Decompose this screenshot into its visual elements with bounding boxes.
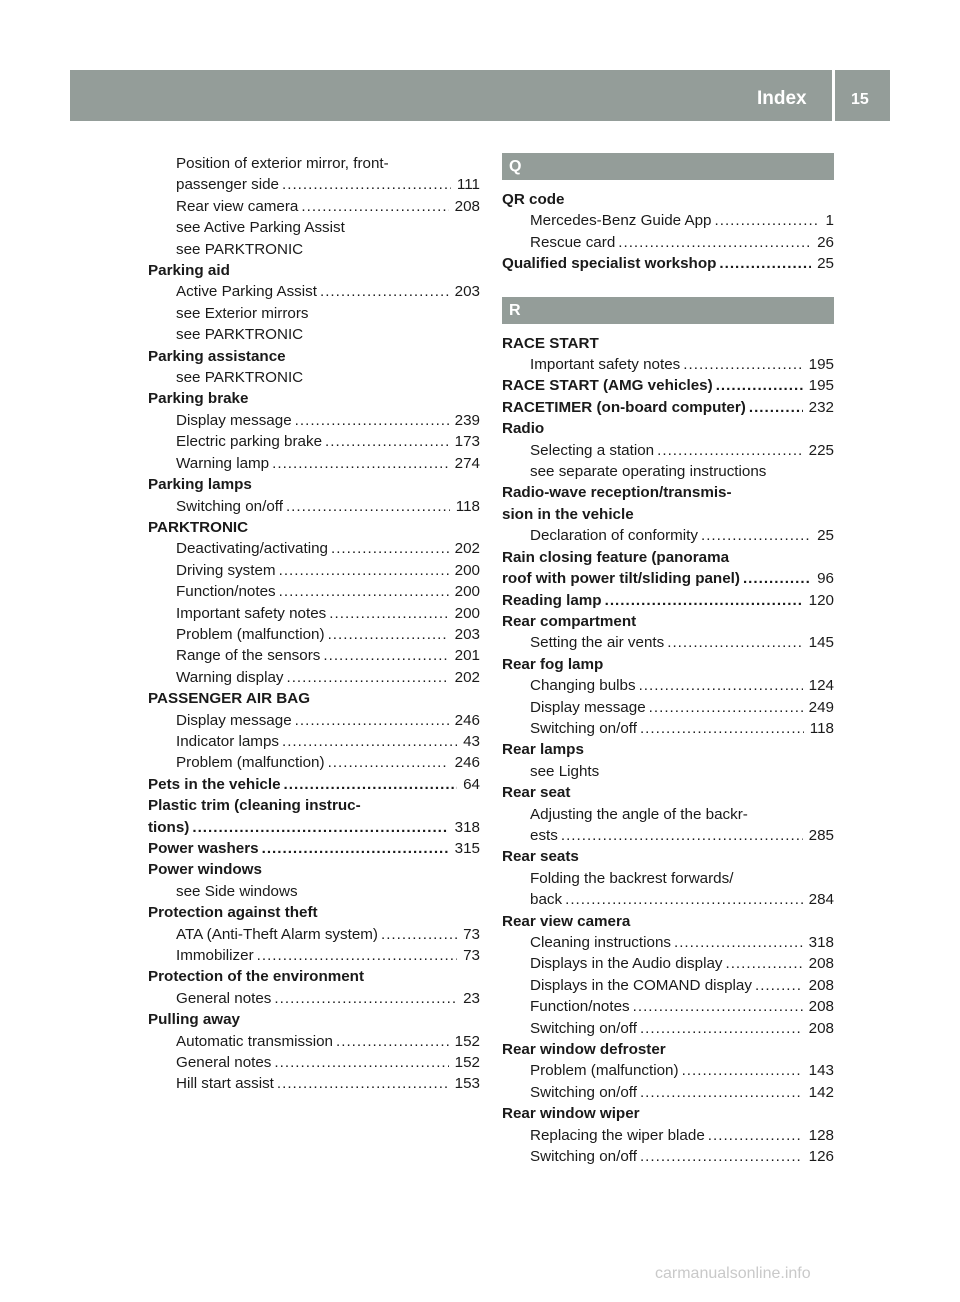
page-reference: 73 [463, 947, 480, 965]
entry-text: RACE START [502, 334, 599, 352]
entry-text: Parking lamps [148, 476, 252, 494]
index-entry [148, 474, 480, 495]
index-subentry [502, 232, 834, 253]
watermark: carmanualsonline.info [655, 1265, 811, 1282]
page-reference: 200 [454, 561, 480, 579]
entry-text: see Active Parking Assist [176, 219, 345, 237]
entry-text: ATA (Anti-Theft Alarm system) [176, 925, 378, 943]
index-entry [502, 1039, 834, 1060]
index-subentry [148, 196, 480, 217]
page-reference: 124 [808, 677, 834, 695]
index-subentry [502, 889, 834, 910]
entry-text: Cleaning instructions [530, 934, 671, 951]
index-subentry [148, 538, 480, 559]
dot-leader [640, 718, 804, 739]
index-entry [502, 568, 834, 589]
index-entry [502, 397, 834, 418]
index-entry [502, 1103, 834, 1124]
index-subentry [148, 945, 480, 966]
page-reference: 111 [456, 176, 480, 194]
entry-text: General notes [176, 989, 272, 1007]
dot-leader [640, 1082, 803, 1103]
page-number: 15 [851, 91, 869, 108]
entry-text: Protection of the environment [148, 968, 365, 986]
entry-text: Deactivating/activating [176, 540, 328, 558]
entry-text: Display message [176, 411, 292, 429]
index-entry [148, 838, 480, 859]
entry-text: Rear compartment [502, 612, 637, 630]
index-entry [502, 739, 834, 760]
dot-leader [279, 560, 449, 581]
entry-text: Selecting a station [530, 441, 655, 459]
index-subentry [502, 1082, 834, 1103]
page-reference: 43 [463, 732, 480, 750]
entry-text: tions) [148, 818, 190, 836]
index-entry [148, 774, 480, 795]
index-subentry [148, 731, 480, 752]
index-subentry [148, 603, 480, 624]
dot-leader [683, 354, 802, 375]
index-subentry [148, 153, 480, 174]
page-reference: 232 [808, 398, 834, 416]
entry-text: Parking brake [148, 390, 249, 408]
page-reference: 249 [808, 698, 834, 716]
dot-leader [682, 1060, 803, 1081]
page-reference: 203 [454, 625, 480, 643]
dot-leader [331, 538, 449, 559]
entry-text: Position of exterior mirror, front- [176, 155, 389, 172]
entry-text: Display message [176, 711, 292, 729]
index-entry [502, 504, 834, 525]
entry-text: Parking assistance [148, 347, 286, 365]
page-reference: 25 [817, 255, 834, 273]
index-subentry [502, 632, 834, 653]
entry-text: Power washers [148, 840, 259, 857]
index-subentry [502, 804, 834, 825]
page-reference: 239 [454, 411, 480, 429]
entry-text: Rear seats [502, 848, 579, 866]
dot-leader [755, 975, 803, 996]
page-reference: 120 [808, 591, 834, 609]
page-reference: 152 [454, 1054, 480, 1072]
entry-text: Range of the sensors [176, 647, 321, 665]
dot-leader [381, 924, 457, 945]
entry-text: Folding the backrest forwards/ [530, 869, 734, 887]
entry-text: Pets in the vehicle [148, 775, 281, 793]
entry-text: Electric parking brake [176, 433, 323, 451]
dot-leader [284, 774, 458, 795]
index-entry [502, 189, 834, 210]
entry-text: Pulling away [148, 1011, 240, 1029]
index-entry [148, 260, 480, 281]
index-subentry [148, 367, 480, 388]
page-reference: 118 [809, 719, 834, 737]
entry-text: see PARKTRONIC [176, 369, 304, 387]
page-reference: 128 [808, 1126, 834, 1144]
index-subentry [502, 761, 834, 782]
index-subentry [148, 924, 480, 945]
index-entry [148, 795, 480, 816]
index-entry [148, 817, 480, 838]
page-reference: 202 [454, 540, 480, 558]
entry-text: Rear fog lamp [502, 655, 604, 673]
index-subentry [502, 210, 834, 231]
dot-leader [743, 568, 811, 589]
dot-leader [323, 645, 448, 666]
index-subentry [148, 1073, 480, 1094]
index-entry [502, 654, 834, 675]
entry-text: see PARKTRONIC [176, 240, 304, 258]
dot-leader [565, 889, 803, 910]
index-subentry [502, 1060, 834, 1081]
page-reference: 200 [454, 604, 480, 622]
entry-text: Mercedes-Benz Guide App [530, 212, 712, 230]
page-reference: 152 [454, 1032, 480, 1050]
index-subentry [502, 354, 834, 375]
page-reference: 26 [817, 233, 834, 251]
entry-text: Changing bulbs [530, 677, 636, 695]
index-subentry [148, 239, 480, 260]
page-reference: 73 [463, 925, 480, 943]
entry-text: Automatic transmission [176, 1032, 333, 1050]
entry-text: Rear view camera [176, 197, 299, 215]
section-gap [502, 275, 834, 297]
dot-leader [329, 603, 448, 624]
index-entry [148, 346, 480, 367]
entry-text: Problem (malfunction) [176, 625, 325, 643]
dot-leader [301, 196, 448, 217]
index-subentry [502, 825, 834, 846]
entry-text: Declaration of conformity [530, 527, 698, 545]
entry-text: Adjusting the angle of the backr- [530, 805, 748, 823]
page-reference: 318 [454, 818, 480, 836]
index-entry [502, 547, 834, 568]
index-entry [502, 253, 834, 274]
page-reference: 64 [463, 775, 480, 793]
entry-text: Rain closing feature (panorama [502, 548, 730, 566]
page-reference: 315 [454, 840, 480, 857]
entry-text: see Lights [530, 762, 600, 780]
index-subentry [502, 675, 834, 696]
dot-leader [257, 945, 457, 966]
entry-text: passenger side [176, 176, 280, 194]
entry-text: Important safety notes [176, 604, 327, 622]
index-subentry [502, 440, 834, 461]
index-entry [502, 482, 834, 503]
page-reference: 208 [808, 976, 834, 994]
entry-text: Reading lamp [502, 591, 602, 609]
index-entry [502, 846, 834, 867]
entry-text: Driving system [176, 561, 276, 579]
index-subentry [148, 645, 480, 666]
dot-leader [749, 397, 803, 418]
page-reference: 1 [825, 212, 834, 230]
dot-leader [286, 496, 450, 517]
page-reference: 274 [454, 454, 480, 472]
dot-leader [649, 697, 803, 718]
entry-text: Rear window defroster [502, 1041, 666, 1059]
entry-text: Warning lamp [176, 454, 270, 472]
dot-leader [282, 731, 457, 752]
dot-leader [667, 632, 802, 653]
page-reference: 246 [454, 711, 480, 729]
index-entry [148, 859, 480, 880]
entry-text: Switching on/off [176, 497, 283, 515]
index-subentry [148, 752, 480, 773]
dot-leader [262, 838, 449, 859]
index-subentry [148, 431, 480, 452]
entry-text: see PARKTRONIC [176, 326, 304, 344]
dot-leader [295, 410, 449, 431]
index-subentry [148, 281, 480, 302]
page-reference: 126 [808, 1148, 834, 1166]
index-subentry [148, 988, 480, 1009]
entry-text: Setting the air vents [530, 634, 665, 652]
index-subentry [502, 1146, 834, 1167]
entry-text: back [530, 891, 563, 909]
page-reference: 208 [454, 197, 480, 215]
page-reference: 203 [454, 283, 480, 301]
dot-leader [282, 174, 451, 195]
page-reference: 153 [454, 1075, 480, 1093]
entry-text: Switching on/off [530, 1083, 637, 1101]
entry-text: Displays in the COMAND display [530, 976, 752, 994]
index-subentry [502, 868, 834, 889]
page-reference: 202 [454, 668, 480, 686]
entry-text: Replacing the wiper blade [530, 1126, 705, 1144]
index-subentry [148, 410, 480, 431]
dot-leader [325, 431, 449, 452]
index-subentry [502, 975, 834, 996]
index-entry [502, 375, 834, 396]
page-reference: 118 [455, 497, 480, 515]
page-reference: 318 [808, 934, 834, 951]
dot-leader [708, 1125, 803, 1146]
dot-leader [274, 1052, 448, 1073]
dot-leader [295, 710, 449, 731]
entry-text: Displays in the Audio display [530, 955, 723, 973]
index-entry [502, 418, 834, 439]
page-reference: 96 [817, 570, 834, 588]
page-reference: 284 [808, 891, 834, 909]
page-reference: 142 [808, 1083, 834, 1101]
entry-text: Rear window wiper [502, 1105, 640, 1123]
index-subentry [502, 1018, 834, 1039]
page-reference: 23 [463, 989, 480, 1007]
entry-text: RACE START (AMG vehicles) [502, 377, 713, 395]
index-subentry [148, 710, 480, 731]
entry-text: Protection against theft [148, 904, 318, 922]
dot-leader [640, 1018, 803, 1039]
dot-leader [277, 1073, 449, 1094]
dot-leader [701, 525, 811, 546]
entry-text: Switching on/off [530, 1019, 637, 1037]
dot-leader [719, 253, 811, 274]
entry-text: roof with power tilt/sliding panel) [502, 570, 740, 588]
index-subentry [148, 217, 480, 238]
page-reference: 200 [454, 583, 480, 601]
entry-text: Plastic trim (cleaning instruc- [148, 797, 361, 815]
entry-text: Qualified specialist workshop [502, 255, 717, 273]
index-subentry [502, 718, 834, 739]
entry-text: Rear view camera [502, 912, 631, 930]
dot-leader [320, 281, 449, 302]
entry-text: Immobilizer [176, 947, 254, 965]
index-entry [148, 388, 480, 409]
index-subentry [148, 174, 480, 195]
entry-text: PARKTRONIC [148, 518, 249, 536]
dot-leader [716, 375, 803, 396]
dot-leader [618, 232, 811, 253]
index-entry [148, 688, 480, 709]
index-subentry [148, 581, 480, 602]
entry-text: Problem (malfunction) [176, 754, 325, 772]
entry-text: Hill start assist [176, 1075, 274, 1093]
page-reference: 208 [808, 1019, 834, 1037]
entry-text: Function/notes [530, 998, 630, 1016]
page-reference: 173 [454, 433, 480, 451]
dot-leader [657, 440, 803, 461]
page-reference: 246 [454, 754, 480, 772]
index-subentry [148, 1052, 480, 1073]
index-entry [502, 590, 834, 611]
dot-leader [286, 667, 448, 688]
index-subentry [502, 932, 834, 953]
index-subentry [502, 697, 834, 718]
dot-leader [328, 624, 449, 645]
entry-text: Switching on/off [530, 1148, 637, 1166]
page-reference: 143 [808, 1062, 834, 1080]
dot-leader [274, 988, 457, 1009]
entry-text: sion in the vehicle [502, 505, 634, 523]
index-subentry [148, 453, 480, 474]
dot-leader [639, 675, 803, 696]
entry-text: Function/notes [176, 583, 276, 601]
index-entry [148, 966, 480, 987]
index-subentry [502, 953, 834, 974]
entry-text: PASSENGER AIR BAG [148, 690, 311, 708]
entry-text: QR code [502, 191, 565, 208]
section-letter-heading: R [502, 297, 834, 324]
entry-text: Switching on/off [530, 719, 637, 737]
entry-text: General notes [176, 1054, 272, 1072]
index-subentry [502, 996, 834, 1017]
dot-leader [561, 825, 803, 846]
entry-text: Indicator lamps [176, 732, 279, 750]
entry-text: Parking aid [148, 262, 230, 280]
entry-text: Active Parking Assist [176, 283, 317, 301]
dot-leader [640, 1146, 803, 1167]
section-letter-heading: Q [502, 153, 834, 180]
dot-leader [336, 1031, 449, 1052]
page-reference: 285 [808, 826, 834, 844]
index-column-right [502, 153, 834, 1167]
dot-leader [725, 953, 802, 974]
index-subentry [502, 1125, 834, 1146]
dot-leader [328, 752, 449, 773]
entry-text: RACETIMER (on-board computer) [502, 398, 746, 416]
entry-text: Rescue card [530, 233, 616, 251]
index-subentry [502, 525, 834, 546]
index-subentry [148, 624, 480, 645]
header-separator [832, 70, 835, 121]
index-entry [148, 1009, 480, 1030]
running-header-title: Index [757, 88, 807, 109]
dot-leader [272, 453, 449, 474]
entry-text: Important safety notes [530, 356, 681, 374]
dot-leader [192, 817, 448, 838]
index-entry [502, 782, 834, 803]
index-subentry [148, 881, 480, 902]
index-subentry [148, 667, 480, 688]
entry-text: Power windows [148, 861, 262, 879]
page-reference: 25 [817, 527, 834, 545]
entry-text: ests [530, 826, 558, 844]
page-reference: 195 [808, 356, 834, 374]
entry-text: Display message [530, 698, 646, 716]
index-subentry [148, 560, 480, 581]
index-entry [502, 333, 834, 354]
dot-leader [605, 590, 803, 611]
entry-text: see separate operating instructions [530, 463, 767, 481]
entry-text: see Exterior mirrors [176, 304, 309, 322]
index-column-left [148, 153, 480, 1095]
entry-text: Warning display [176, 668, 284, 686]
dot-leader [279, 581, 449, 602]
index-subentry [148, 303, 480, 324]
index-subentry [148, 1031, 480, 1052]
entry-text: Rear lamps [502, 741, 584, 759]
entry-text: Radio-wave reception/transmis- [502, 484, 732, 502]
entry-text: Radio [502, 420, 545, 438]
index-subentry [502, 461, 834, 482]
index-subentry [148, 324, 480, 345]
page-reference: 201 [454, 647, 480, 665]
dot-leader [715, 210, 820, 231]
page-reference: 145 [808, 634, 834, 652]
index-entry [502, 911, 834, 932]
page-reference: 225 [808, 441, 834, 459]
page-reference: 208 [808, 955, 834, 973]
index-entry [148, 902, 480, 923]
page-reference: 208 [808, 998, 834, 1016]
entry-text: Rear seat [502, 784, 571, 802]
index-subentry [148, 496, 480, 517]
index-entry [502, 611, 834, 632]
dot-leader [633, 996, 803, 1017]
dot-leader [674, 932, 803, 953]
page-reference: 195 [808, 377, 834, 395]
entry-text: Problem (malfunction) [530, 1062, 679, 1080]
entry-text: see Side windows [176, 882, 298, 900]
index-entry [148, 517, 480, 538]
